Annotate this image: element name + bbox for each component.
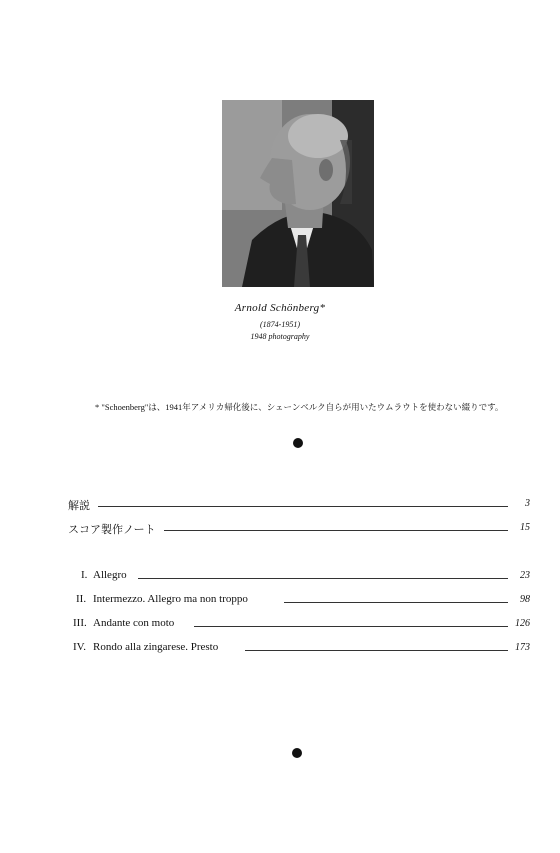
toc-page-number: 23	[520, 570, 530, 581]
toc-leader-line	[245, 650, 508, 651]
movement-numeral: I.	[81, 569, 88, 581]
separator-dot-bottom	[292, 748, 302, 758]
toc-page-number: 98	[520, 594, 530, 605]
toc-leader-line	[284, 602, 508, 603]
spelling-footnote: * "Schoenberg"は、1941年アメリカ帰化後に、シェーンベルク自らが用いたウムラウトを使わない綴りです。	[95, 402, 504, 412]
toc-entry-movement-3[interactable]	[0, 617, 560, 633]
toc-entry-label: スコア製作ノート	[68, 524, 156, 536]
toc-entry-commentary[interactable]	[0, 497, 560, 513]
toc-leader-line	[98, 506, 508, 507]
toc-entry-score-notes[interactable]	[0, 521, 560, 537]
movement-numeral: III.	[73, 617, 87, 629]
toc-leader-line	[194, 626, 508, 627]
composer-photograph	[222, 100, 374, 287]
movement-numeral: IV.	[73, 641, 86, 653]
photo-date-note: 1948 photography	[250, 332, 310, 341]
toc-page-number: 126	[515, 618, 530, 629]
toc-entry-label: 解説	[68, 500, 90, 512]
movement-title: Intermezzo. Allegro ma non troppo	[93, 593, 248, 605]
composer-lifespan: (1874-1951)	[260, 320, 300, 329]
separator-dot-top	[293, 438, 303, 448]
toc-leader-line	[138, 578, 508, 579]
movement-title: Andante con moto	[93, 617, 175, 629]
toc-entry-movement-1[interactable]	[0, 569, 560, 585]
movement-title: Rondo alla zingarese. Presto	[93, 641, 219, 653]
composer-name-caption: Arnold Schönberg*	[234, 302, 326, 314]
toc-page-number: 3	[525, 498, 530, 509]
toc-page-number: 15	[520, 522, 530, 533]
portrait-illustration	[222, 100, 374, 287]
movement-numeral: II.	[76, 593, 87, 605]
toc-leader-line	[164, 530, 508, 531]
movement-title: Allegro	[93, 569, 127, 581]
toc-page-number: 173	[515, 642, 530, 653]
toc-entry-movement-4[interactable]	[0, 641, 560, 657]
toc-entry-movement-2[interactable]	[0, 593, 560, 609]
